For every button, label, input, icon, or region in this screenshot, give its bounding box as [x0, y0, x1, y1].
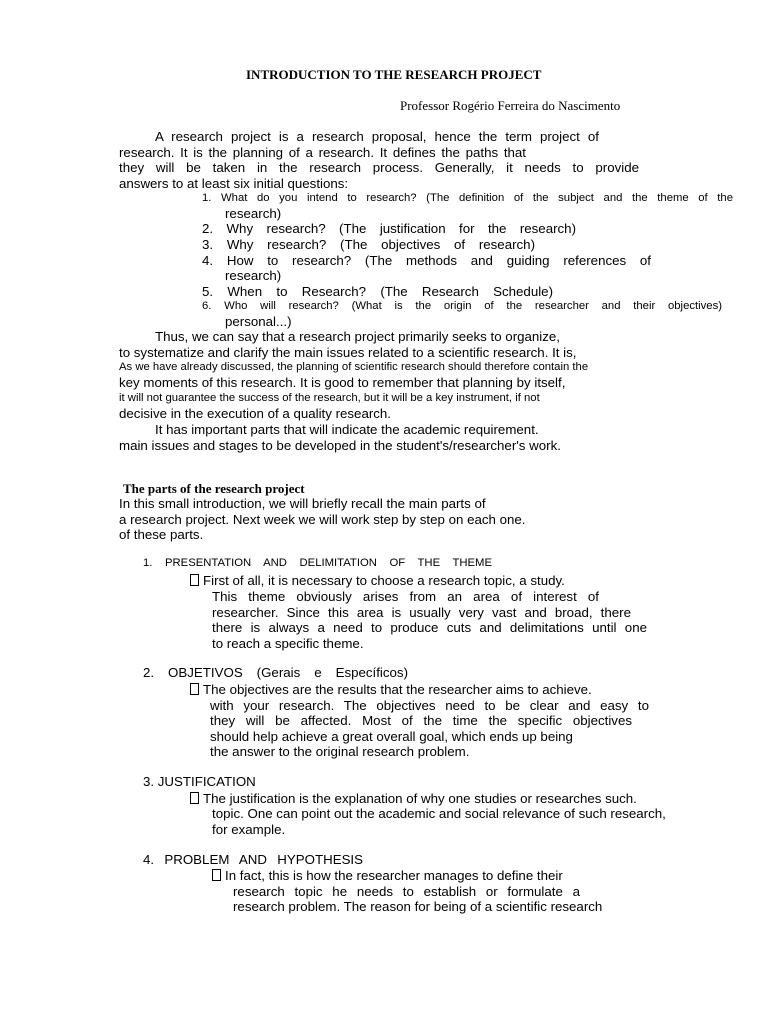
bullet-line: The objectives are the results that the researcher aims to achieve.	[190, 682, 592, 697]
numbered-heading: 4. PROBLEM AND HYPOTHESIS	[143, 852, 363, 867]
paragraph-line: it will not guarantee the success of the research, but it will be a key instrument, if not	[119, 392, 540, 404]
question-item: research)	[225, 268, 282, 283]
paragraph-line: It has important parts that will indicate the academic requirement.	[155, 422, 539, 437]
section-heading: The parts of the research project	[123, 481, 305, 496]
bullet-line: should help achieve a great overall goal, which ends up being	[210, 729, 573, 744]
paragraph-line: As we have already discussed, the planning of scientific research should therefore contain the	[119, 361, 589, 373]
question-item: 2. Why research? (The justification for the research)	[202, 221, 576, 236]
paragraph-line: main issues and stages to be developed in the student's/researcher's work.	[119, 438, 561, 453]
bullet-line: research problem. The reason for being of a scientific research	[233, 899, 603, 914]
checkbox-bullet-icon	[212, 869, 221, 881]
paragraph-line: key moments of this research. It is good to remember that planning by itself,	[119, 375, 566, 390]
numbered-heading: 3. JUSTIFICATION	[143, 774, 256, 789]
intro-line: answers to at least six initial questions:	[119, 176, 349, 191]
bullet-line: with your research. The objectives need to be clear and easy to	[210, 698, 649, 713]
bullet-line: This theme obviously arises from an area of interest of	[212, 589, 599, 604]
question-item: 5. When to Research? (The Research Schedule)	[202, 284, 553, 299]
bullet-line: In fact, this is how the researcher manages to define their	[212, 868, 563, 883]
paragraph-line: decisive in the execution of a quality research.	[119, 406, 392, 421]
bullet-line: there is always a need to produce cuts and delimitations until one	[212, 620, 647, 635]
question-item: research)	[225, 206, 282, 221]
bullet-line: researcher. Since this area is usually very vast and broad, there	[212, 605, 631, 620]
bullet-line: The justification is the explanation of why one studies or researches such.	[190, 791, 637, 806]
checkbox-bullet-icon	[190, 792, 199, 804]
checkbox-bullet-icon	[190, 574, 199, 586]
intro-line: they will be taken in the research process. Generally, it needs to provide	[119, 160, 639, 175]
paragraph-line: a research project. Next week we will work step by step on each one.	[119, 512, 526, 527]
question-item: 3. Why research? (The objectives of research)	[202, 237, 535, 252]
question-item: 4. How to research? (The methods and guiding references of	[202, 253, 651, 268]
numbered-heading: 2. OBJETIVOS (Gerais e Específicos)	[143, 665, 408, 680]
numbered-heading: 1. PRESENTATION AND DELIMITATION OF THE THEME	[143, 557, 492, 569]
author-line: Professor Rogério Ferreira do Nascimento	[400, 98, 621, 113]
checkbox-bullet-icon	[190, 683, 199, 695]
paragraph-line: to systematize and clarify the main issues related to a scientific research. It is,	[119, 345, 577, 360]
intro-line: A research project is a research proposal, hence the term project of	[155, 129, 599, 144]
bullet-line: to reach a specific theme.	[212, 636, 364, 651]
bullet-line: for example.	[212, 822, 286, 837]
question-item: 6. Who will research? (What is the origin of the researcher and their objectives)	[202, 300, 722, 312]
document-title: INTRODUCTION TO THE RESEARCH PROJECT	[246, 67, 542, 82]
paragraph-line: of these parts.	[119, 527, 204, 542]
question-item: 1. What do you intend to research? (The definition of the subject and the theme of the	[202, 192, 733, 204]
intro-line: research. It is the planning of a research. It defines the paths that	[119, 145, 526, 160]
question-item: personal...)	[225, 314, 292, 329]
bullet-line: they will be affected. Most of the time the specific objectives	[210, 713, 632, 728]
paragraph-line: Thus, we can say that a research project primarily seeks to organize,	[155, 329, 560, 344]
bullet-line: research topic he needs to establish or formulate a	[233, 884, 580, 899]
paragraph-line: In this small introduction, we will briefly recall the main parts of	[119, 496, 486, 511]
bullet-line: First of all, it is necessary to choose a research topic, a study.	[190, 573, 565, 588]
bullet-line: the answer to the original research problem.	[210, 744, 470, 759]
bullet-line: topic. One can point out the academic and social relevance of such research,	[212, 806, 666, 821]
